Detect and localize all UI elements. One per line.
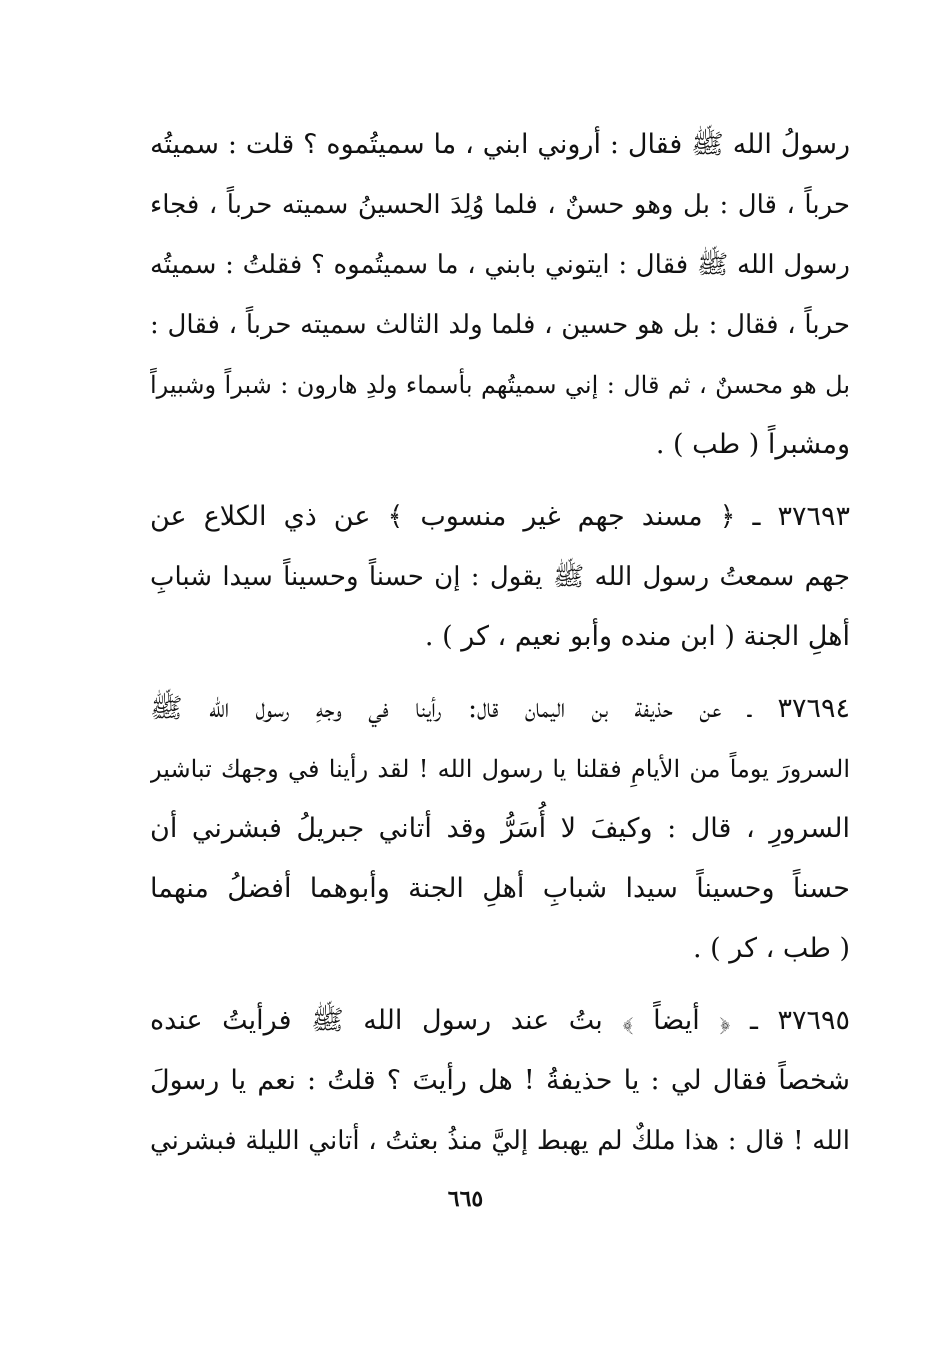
text-line: ٣٧٦٩٣ ـ ﴿ مسند جهم غير منسوب ﴾ عن ذي الكلاع عن: [150, 501, 850, 532]
text-line: بل هو محسنٌ ، ثم قال : إني سميتُهم بأسماء ولدِ هارون : شبراً وشبيراً: [150, 371, 850, 399]
text-line: ٣٧٦٩٤ ـ عن حذيفة بن اليمان قال: رأينا في وجهِ رسول الله ﷺ: [150, 693, 850, 724]
text-line: الله ! قال : هذا ملكٌ لم يهبط إليَّ منذُ بعثتُ ، أتاني الليلة فبشرني: [150, 1126, 850, 1156]
text-line: جهم سمعتُ رسول الله ﷺ يقول : إن حسناً وحسيناً سيدا شبابِ: [150, 562, 850, 592]
paragraph-continued-narration: [150, 115, 850, 475]
paragraph-gap: [150, 667, 850, 679]
hadith-text-block: [150, 115, 850, 1171]
paragraph-hadith-37695: [150, 991, 850, 1171]
text-line: ومشبراً ( طب ) .: [655, 429, 850, 460]
text-line: ( طب ، كر ) .: [692, 933, 850, 964]
text-line: رسول الله ﷺ فقال : ايتوني بابني ، ما سميتُموه ؟ فقلتُ : سميتُه: [150, 250, 850, 280]
text-line: السرورَ يوماً من الأيامِ فقلنا يا رسول الله ! لقد رأينا في وجهك تباشير: [150, 755, 850, 783]
paragraph-hadith-37693: [150, 487, 850, 667]
paragraph-gap: [150, 979, 850, 991]
text-line: ٣٧٦٩٥ ـ ﴿ أيضاً ﴾ بتُ عند رسول الله ﷺ فرأيتُ عنده: [150, 1005, 850, 1036]
text-line: شخصاً فقال لي : يا حذيفةُ ! هل رأيتَ ؟ قلتُ : نعم يا رسولَ: [150, 1065, 850, 1096]
text-line: أهلِ الجنة ( ابن منده وأبو نعيم ، كر ) .: [424, 621, 850, 652]
text-line: حرباً ، فقال : بل هو حسين ، فلما ولد الثالث سميته حرباً ، فقال :: [150, 310, 850, 340]
text-line: حرباً ، قال : بل وهو حسنٌ ، فلما وُلِدَ الحسينُ سميته حرباً ، فجاء: [150, 190, 850, 220]
page-number: ٦٦٥: [447, 1186, 484, 1212]
paragraph-gap: [150, 475, 850, 487]
text-line: حسناً وحسيناً سيدا شبابِ أهلِ الجنة وأبوهما أفضلُ منهما: [150, 873, 850, 904]
paragraph-hadith-37694: [150, 679, 850, 979]
text-line: السرورِ ، قال : وكيفَ لا أُسَرُّ وقد أتاني جبريلُ فبشرني أن: [150, 813, 850, 844]
text-line: رسولُ الله ﷺ فقال : أروني ابني ، ما سميتُموه ؟ قلت : سميتُه: [150, 129, 850, 160]
